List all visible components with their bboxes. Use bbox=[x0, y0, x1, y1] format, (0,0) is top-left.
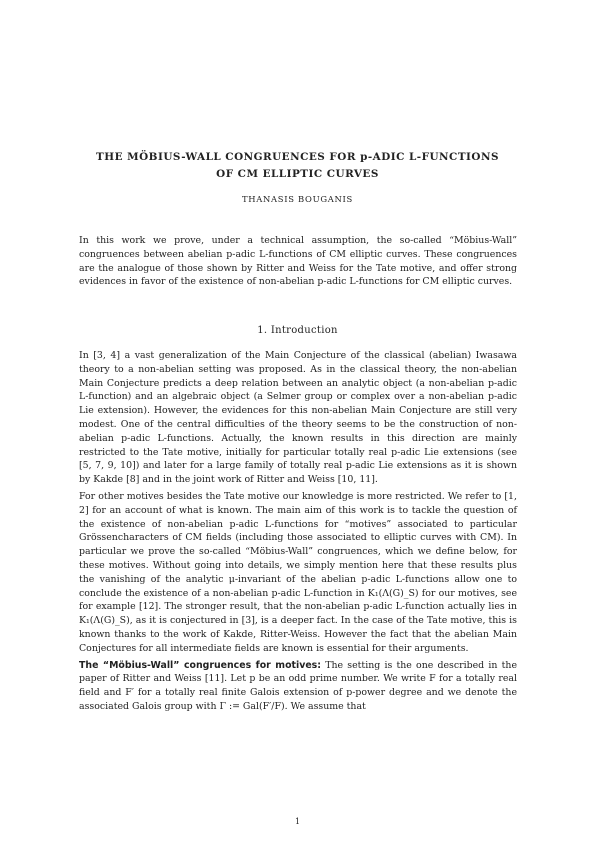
author-name: THANASIS BOUGANIS bbox=[241, 194, 353, 204]
page-number: 1 bbox=[294, 817, 301, 826]
title-line-1: THE MÖBIUS-WALL CONGRUENCES FOR p-ADIC L-FUNCTIONS bbox=[96, 151, 499, 163]
paper-title bbox=[60, 149, 535, 183]
body-text bbox=[79, 349, 517, 717]
paragraph-lead: The “Möbius-Wall” congruences for motives: bbox=[79, 659, 322, 671]
paragraph bbox=[79, 659, 517, 714]
section-heading: 1. Introduction bbox=[257, 325, 338, 336]
paragraph-text: The setting is the one described in the paper of Ritter and Weiss [11]. Let p be an odd prime number. We write F for a totally real field and F′ for a totally real finite Galois extension of p-power degree and we denote the associated Galois group with Γ := Gal(F′/F). We assume that bbox=[79, 659, 517, 712]
paragraph: In [3, 4] a vast generalization of the Main Conjecture of the classical (abelian) Iwasawa theory to a non-abelian setting was proposed. As in the classical theory, the non-abelian Main Conjecture predicts a deep relation between an analytic object (a non-abelian p-adic L-function) and an algebraic object (a Selmer group or complex over a non-abelian p-adic Lie extension). However, the evidences for this non-abelian Main Conjecture are still very modest. One of the central difficulties of the theory seems to be the construction of non-abelian p-adic L-functions. Actually, the known results in this direction are mainly restricted to the Tate motive, initially for particular totally real p-adic Lie extensions (see [5, 7, 9, 10]) and later for a large family of totally real p-adic Lie extensions as it is shown by Kakde [8] and in the joint work of Ritter and Weiss [10, 11]. bbox=[79, 350, 517, 486]
title-line-2: OF CM ELLIPTIC CURVES bbox=[216, 168, 379, 180]
paragraph: For other motives besides the Tate motive our knowledge is more restricted. We refer to [1, 2] for an account of what is known. The main aim of this work is to tackle the question of the existence of non-abelian p-adic L-functions for “motives” associated to particular Grössencharacters of CM fields (including those associated to elliptic curves with CM). In particular we prove the so-called “Möbius-Wall” congruences, which we define below, for these motives. Without going into details, we simply mention here that these results plus the vanishing of the analytic μ-invariant of the abelian p-adic L-functions allow one to conclude the existence of a non-abelian p-adic L-function in K₁(Λ(G)_S) for our motives, see for example [12]. The stronger result, that the non-abelian p-adic L-function actually lies in K₁(Λ(G)_S), as it is conjectured in [3], is a deeper fact. In the case of the Tate motive, this is known thanks to the work of Kakde, Ritter-Weiss. However the fact that the abelian Main Conjectures for all intermediate fields are known is essential for their arguments. bbox=[79, 490, 517, 654]
abstract: In this work we prove, under a technical assumption, the so-called “Möbius-Wall” congruences between abelian p-adic L-functions of CM elliptic curves. These congruences are the analogue of those shown by Ritter and Weiss for the Tate motive, and offer strong evidences in favor of the existence of non-abelian p-adic L-functions for CM elliptic curves. bbox=[79, 235, 517, 288]
